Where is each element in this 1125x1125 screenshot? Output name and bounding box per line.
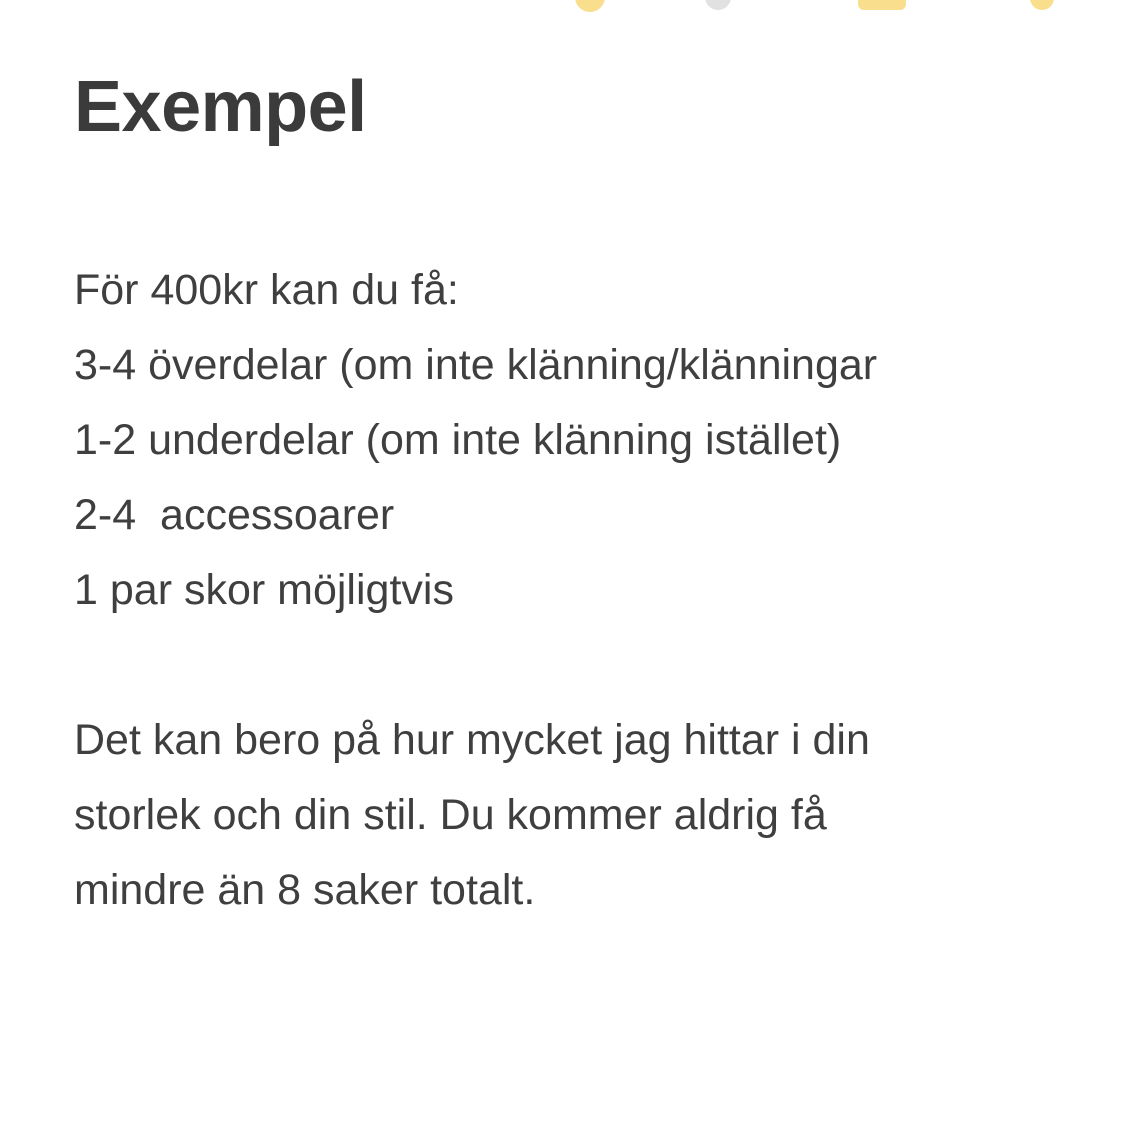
note-body (74, 66, 1084, 928)
emoji-fragment (858, 0, 906, 10)
offer-item-bottoms: 1-2 underdelar (om inte klänning istället) (74, 416, 842, 464)
note-line: Det kan bero på hur mycket jag hittar i din (74, 716, 870, 764)
note-line: mindre än 8 saker totalt. (74, 866, 536, 914)
offer-item-shoes: 1 par skor möjligtvis (74, 566, 454, 614)
offer-intro: För 400kr kan du få: (74, 266, 459, 314)
emoji-fragment (1030, 0, 1054, 10)
note-line: storlek och din stil. Du kommer aldrig få (74, 791, 827, 839)
note-section (74, 703, 1084, 928)
offer-item-accessories: 2-4 accessoarer (74, 491, 395, 539)
offer-section (74, 253, 1084, 628)
emoji-fragment (705, 0, 731, 10)
emoji-fragment (575, 0, 605, 12)
status-bar-fragment (0, 0, 1125, 28)
offer-item-tops: 3-4 överdelar (om inte klänning/klänningar (74, 341, 878, 389)
page-title: Exempel (74, 67, 367, 147)
